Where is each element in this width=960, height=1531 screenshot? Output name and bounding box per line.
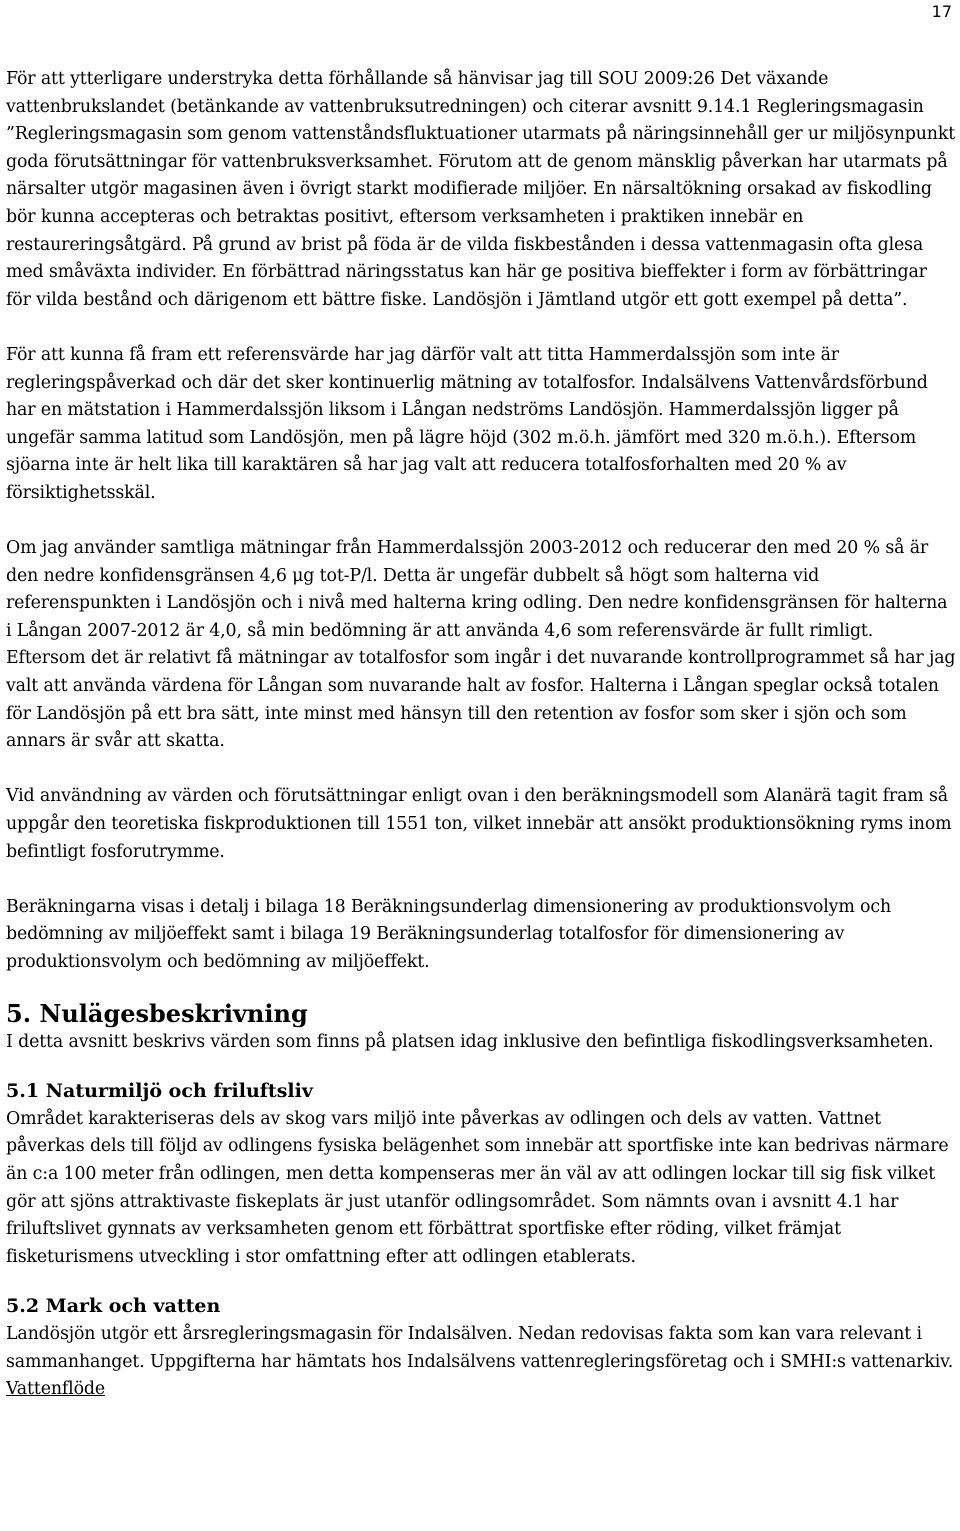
paragraph-measurements: Eftersom det är relativt få mätningar av totalfosfor som ingår i det nuvarande kontrollprogrammet så har jag valt att använda värdena för Långan som nuvarande halt av fosfor. Halterna i Långan speglar också totalen för Landösjön på ett bra sätt, inte minst med hänsyn till den retention av fosfor som sker i sjön och som annars är svår att skatta. bbox=[6, 648, 956, 752]
section-5-1-heading: 5.1 Naturmiljö och friluftsliv bbox=[6, 1080, 313, 1103]
paragraph-reference-value: För att kunna få fram ett referensvärde har jag därför valt att titta Hammerdalssjön som inte är regleringspåverkad och där det sker kontinuerlig mätning av totalfosfor. Indalsälvens Vattenvårdsförbund har en mätstation i Hammerdalssjön liksom i Långan nedströms Landösjön. Hammerdalssjön ligger på ungefär samma latitud som Landösjön, men på lägre höjd (302 m.ö.h. jämfört med 320 m.ö.h.). Eftersom sjöarna inte är helt lika till karaktären så har jag valt att reducera totalfosforhalten med 20 % av försiktighetsskäl. bbox=[6, 344, 928, 503]
section-5-intro: I detta avsnitt beskrivs värden som finns på platsen idag inklusive den befintliga fiskodlingsverksamheten. bbox=[6, 1031, 934, 1052]
section-5-2-text: Landösjön utgör ett årsregleringsmagasin för Indalsälven. Nedan redovisas fakta som kan vara relevant i sammanhanget. Uppgifterna har hämtats hos Indalsälvens vattenregleringsföretag och i SMHI:s vattenarkiv. bbox=[6, 1323, 954, 1372]
page-number: 17 bbox=[931, 2, 952, 21]
paragraph-production-model: Vid användning av värden och förutsättningar enligt ovan i den beräkningsmodell som Alanärä tagit fram så uppgår den teoretiska fiskproduktionen till 1551 ton, vilket innebär att ansökt produktionsökning ryms inom befintligt fosforutrymme. bbox=[6, 786, 952, 862]
paragraph-attachments: Beräkningarna visas i detalj i bilaga 18 Beräkningsunderlag dimensionering av produktionsvolym och bedömning av miljöeffekt samt i bilaga 19 Beräkningsunderlag totalfosfor för dimensionering av produktionsvolym och bedömning av miljöeffekt. bbox=[6, 896, 892, 972]
paragraph-sou-quote: För att ytterligare understryka detta förhållande så hänvisar jag till SOU 2009:26 Det växande vattenbrukslandet (betänkande av vattenbruksutredningen) och citerar avsnitt 9.14.1 Regleringsmagasin ”Regleringsmagasin som genom vattenståndsfluktuationer utarmats på näringsinnehåll ger ur miljösynpunkt goda förutsättningar för vattenbruksverksamhet. Förutom att de genom mänsklig påverkan har utarmats på närsalter utgör magasinen även i övrigt starkt modifierade miljöer. En närsaltökning orsakad av fiskodling bör kunna accepteras och betraktas positivt, eftersom verksamheten i praktiken innebär en restaureringsåtgärd. På grund av brist på föda är de vilda fiskbestånden i dessa vattenmagasin ofta glesa med småväxta individer. En förbättrad näringsstatus kan här ge positiva bieffekter i form av förbättringar för vilda bestånd och därigenom ett bättre fiske. Landösjön i Jämtland utgör ett gott exempel på detta”. bbox=[6, 69, 956, 310]
section-5-1-text: Området karakteriseras dels av skog vars miljö inte påverkas av odlingen och dels av vatten. Vattnet påverkas dels till följd av odlingens fysiska belägenhet som innebär att sportfiske inte kan bedrivas närmare än c:a 100 meter från odlingen, men detta kompenseras mer än väl av att odlingen lockar till sig fisk vilket gör att sjöns attraktivaste fiskeplats är just utanför odlingsområdet. Som nämnts ovan i avsnitt 4.1 har friluftslivet gynnats av verksamheten genom ett förbättrat sportfiske efter röding, vilket främjat fisketurismens utveckling i stor omfattning efter att odlingen etablerats. bbox=[6, 1108, 949, 1267]
document-body bbox=[6, 66, 956, 1404]
section-5-2-heading: 5.2 Mark och vatten bbox=[6, 1295, 221, 1318]
section-5-heading: 5. Nulägesbeskrivning bbox=[6, 998, 308, 1028]
vattenflode-subheading: Vattenflöde bbox=[6, 1379, 106, 1400]
paragraph-confidence-limit: Om jag använder samtliga mätningar från Hammerdalssjön 2003-2012 och reducerar den med 20 % så är den nedre konfidensgränsen 4,6 μg tot-P/l. Detta är ungefär dubbelt så högt som halterna vid referenspunkten i Landösjön och i nivå med halterna kring odling. Den nedre konfidensgränsen för halterna i Långan 2007-2012 är 4,0, så min bedömning är att använda 4,6 som referensvärde är fullt rimligt. bbox=[6, 538, 948, 641]
